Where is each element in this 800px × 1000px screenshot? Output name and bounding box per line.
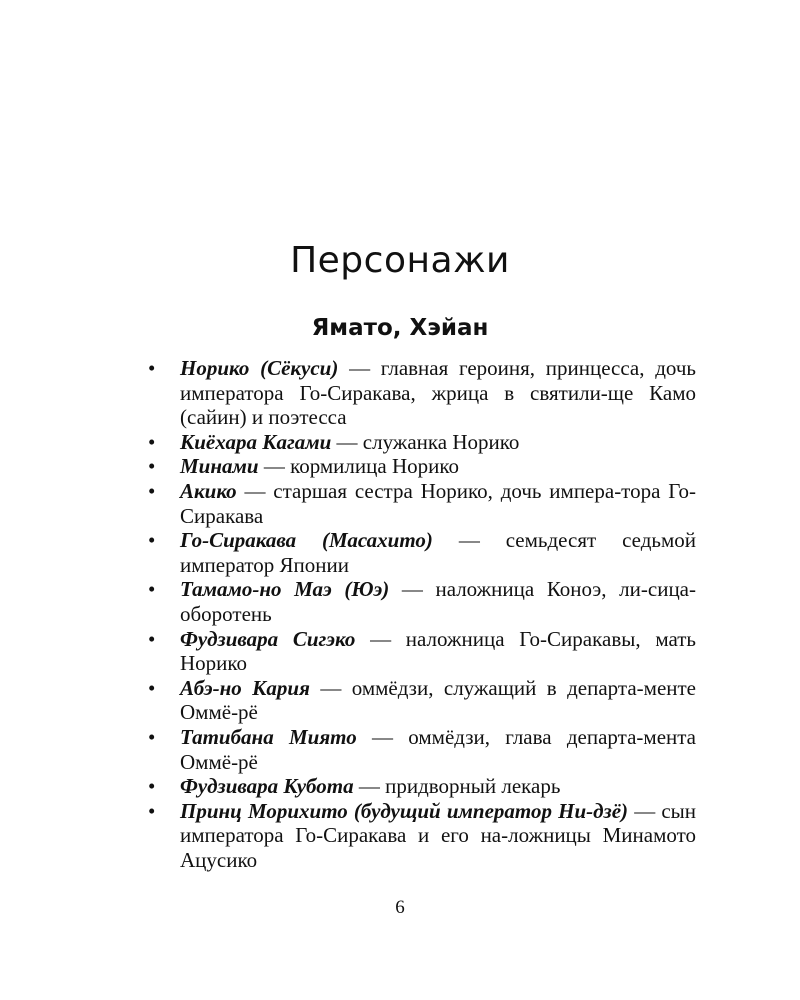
character-name: Фудзивара Кубота	[180, 774, 354, 799]
list-item	[148, 799, 696, 873]
character-name: Минами	[180, 454, 259, 479]
list-item	[148, 774, 696, 799]
list-item	[148, 627, 696, 676]
character-description: — наложница Го-Сиракавы, мать Норико	[180, 626, 696, 676]
list-item	[148, 430, 696, 455]
character-name: Тамамо-но Маэ (Юэ)	[180, 577, 390, 602]
list-item	[148, 479, 696, 528]
list-item	[148, 528, 696, 577]
character-name: Киёхара Кагами	[180, 429, 332, 454]
page-title: Персонажи	[290, 240, 510, 281]
character-description: — служанка Норико	[331, 429, 520, 454]
page-number: 6	[395, 897, 405, 918]
character-name: Норико (Сёкуси)	[180, 356, 339, 380]
character-description: — придворный лекарь	[353, 774, 561, 799]
character-name: Абэ-но Кария	[180, 675, 310, 700]
character-description: — старшая сестра Норико, дочь импера-тора Го-Сиракава	[180, 478, 696, 528]
character-description: — главная героиня, принцесса, дочь императора Го-Сиракава, жрица в святили-ще Камо (сайин) и поэтесса	[180, 356, 696, 430]
list-item	[148, 725, 696, 774]
character-description: — сын императора Го-Сиракава и его на-ложницы Минамото Ацусико	[180, 798, 697, 872]
list-item	[148, 676, 696, 725]
character-name: Го-Сиракава (Масахито)	[180, 528, 433, 553]
character-name: Акико	[180, 478, 237, 503]
character-description: — оммёдзи, служащий в департа-менте Оммё-рё	[180, 675, 697, 725]
character-description: — оммёдзи, глава департа-мента Оммё-рё	[180, 724, 697, 774]
character-name: Фудзивара Сигэко	[180, 626, 356, 651]
character-description: — наложница Коноэ, ли-сица-оборотень	[180, 577, 696, 626]
list-item	[148, 356, 696, 430]
character-name: Татибана Миято	[180, 724, 357, 749]
list-item	[148, 454, 696, 479]
list-item	[148, 577, 696, 626]
character-list	[148, 356, 696, 872]
character-description: — кормилица Норико	[258, 454, 459, 479]
character-description: — семьдесят седьмой император Японии	[180, 528, 696, 577]
character-name: Принц Морихито (будущий император Ни-дзё)	[180, 798, 629, 823]
section-subtitle: Ямато, Хэйан	[311, 315, 489, 341]
